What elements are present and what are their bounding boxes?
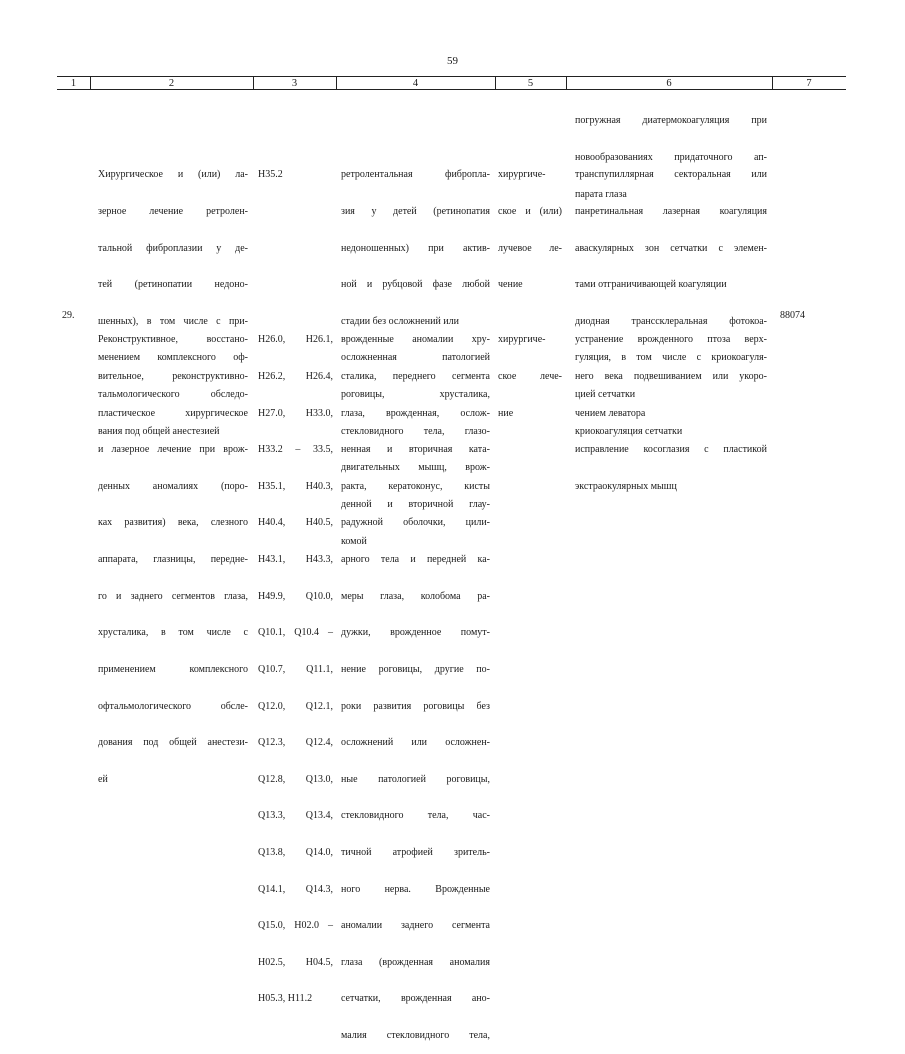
text-line: Q13.8, Q14.0, (258, 846, 333, 858)
text-line: аваскулярных зон сетчатки с элемен- (575, 242, 767, 254)
text-line: ракта, кератоконус, кисты (341, 480, 490, 492)
text-line: H05.3, H11.2 (258, 993, 313, 1005)
text-line: глаза, врожденная, ослож- (341, 407, 490, 419)
text-line: офтальмологического обсле- (98, 700, 248, 712)
text-line: Q14.1, Q14.3, (258, 883, 333, 895)
column-number-6: 6 (666, 78, 672, 89)
text-line: ское лече- (498, 371, 562, 383)
text-line: ние (498, 407, 514, 419)
text-line: Q12.8, Q13.0, (258, 773, 333, 785)
text-line: H26.2, H26.4, (258, 371, 333, 383)
text-line: нение роговицы, другие по- (341, 663, 490, 675)
text-line: арного тела и передней ка- (341, 554, 490, 566)
text-line: тичной атрофией зритель- (341, 846, 490, 858)
text-line: H40.4, H40.5, (258, 517, 333, 529)
row-29-name-cell (98, 310, 248, 798)
text-line: ках развития) века, слезного (98, 517, 248, 529)
text-line: исправление косоглазия с пластикой (575, 444, 767, 456)
text-line: малия стекловидного тела, (341, 1029, 490, 1041)
text-line: денных аномалиях (поро- (98, 480, 248, 492)
text-line: шенных), в том числе с при- (98, 315, 248, 327)
text-line: новообразованиях придаточного ап- (575, 152, 767, 164)
text-line: роговицы, хрусталика, (341, 389, 490, 401)
text-line: H49.9, Q10.0, (258, 590, 333, 602)
text-line: зия у детей (ретинопатия (341, 206, 490, 218)
text-line: гуляция, в том числе с криокоагуля- (575, 352, 767, 364)
text-line: вительное, реконструктивно- (98, 371, 248, 383)
column-number-2: 2 (168, 78, 175, 89)
text-line: тальмологического обследо- (98, 389, 248, 401)
text-line: Q12.3, Q12.4, (258, 737, 333, 749)
text-line: транспупиллярная секторальная или (575, 169, 767, 181)
text-line: меры глаза, колобома ра- (341, 590, 490, 602)
text-line: парата глаза (575, 188, 627, 200)
text-line: недоношенных) при актив- (341, 242, 490, 254)
text-line: устранение врожденного птоза верх- (575, 334, 767, 346)
text-line: лучевое ле- (498, 242, 562, 254)
text-line: дования под общей анестези- (98, 737, 248, 749)
text-line: Q13.3, Q13.4, (258, 810, 333, 822)
row-29-treatment-cell (498, 310, 562, 432)
row-29-method-cell (575, 310, 767, 505)
text-line: цией сетчатки (575, 389, 636, 401)
text-line: комой (341, 535, 367, 547)
text-line: Q15.0, H02.0 – (258, 920, 333, 932)
text-line: H33.2 – 33.5, (258, 444, 333, 456)
text-line: ретролентальная фибропла- (341, 169, 490, 181)
text-line: него века подвешиванием или укоро- (575, 371, 767, 383)
text-line: тальной фиброплазии у де- (98, 242, 248, 254)
text-line: хрусталика, в том числе с (98, 627, 248, 639)
row-a-codes-cell (258, 145, 333, 194)
row-29-number-cell: 29. (62, 310, 75, 321)
text-line: врожденные аномалии хру- (341, 334, 490, 346)
row-29-cost-cell: 88074 (780, 310, 805, 321)
text-line: ной и рубцовой фазе любой (341, 279, 490, 291)
row-29-codes-cell (258, 310, 333, 1018)
text-line: стекловидного тела, час- (341, 810, 490, 822)
text-line: H35.2 (258, 169, 283, 181)
text-line: H26.0, H26.1, (258, 334, 333, 346)
column-number-4: 4 (412, 78, 419, 89)
column-number-7: 7 (806, 78, 812, 89)
text-line: Q10.1, Q10.4 – (258, 627, 333, 639)
text-line: Q10.7, Q11.1, (258, 663, 333, 675)
text-line: аппарата, глазницы, передне- (98, 554, 248, 566)
text-line: пластическое хирургическое (98, 407, 248, 419)
text-line: дужки, врожденное помут- (341, 627, 490, 639)
column-number-3: 3 (291, 78, 298, 89)
text-line: хирургиче- (498, 334, 546, 346)
text-line: погружная диатермокоагуляция при (575, 115, 767, 127)
text-line: H27.0, H33.0, (258, 407, 333, 419)
text-line: стадии без осложнений или (341, 315, 460, 327)
header-bottom-rule (57, 89, 846, 90)
row-a-treatment-cell (498, 145, 562, 304)
header-top-rule (57, 76, 846, 77)
text-line: H43.1, H43.3, (258, 554, 333, 566)
text-line: радужной оболочки, цили- (341, 517, 490, 529)
text-line: менением комплексного оф- (98, 352, 248, 364)
text-line: стекловидного тела, глазо- (341, 425, 490, 437)
text-line: Хирургическое и (или) ла- (98, 169, 248, 181)
page-number: 59 (447, 55, 458, 67)
column-number-1: 1 (70, 78, 77, 89)
text-line: H35.1, H40.3, (258, 480, 333, 492)
text-line: Q12.0, Q12.1, (258, 700, 333, 712)
row-29-model-cell (341, 310, 490, 1054)
text-line: чение (498, 279, 523, 291)
text-line: чением леватора (575, 407, 646, 419)
text-line: глаза (врожденная аномалия (341, 956, 490, 968)
text-line: применением комплексного (98, 663, 248, 675)
text-line: H02.5, H04.5, (258, 956, 333, 968)
column-number-5: 5 (527, 78, 534, 89)
text-line: двигательных мышц, врож- (341, 462, 490, 474)
text-line: осложненная патологией (341, 352, 490, 364)
text-line: денной и вторичной глау- (341, 498, 490, 510)
text-line: ные патологией роговицы, (341, 773, 490, 785)
text-line: диодная транссклеральная фотокоа- (575, 315, 767, 327)
text-line: ей (98, 773, 108, 785)
text-line: сетчатки, врожденная ано- (341, 993, 490, 1005)
text-line: го и заднего сегментов глаза, (98, 590, 248, 602)
text-line: криокоагуляция сетчатки (575, 425, 683, 437)
text-line: ненная и вторичная ката- (341, 444, 490, 456)
text-line: ское и (или) (498, 206, 562, 218)
text-line: зерное лечение ретролен- (98, 206, 248, 218)
text-line: панретинальная лазерная коагуляция (575, 206, 767, 218)
text-line: экстраокулярных мышц (575, 480, 677, 492)
text-line: ного нерва. Врожденные (341, 883, 490, 895)
text-line: тей (ретинопатии недоно- (98, 279, 248, 291)
text-line: осложнений или осложнен- (341, 737, 490, 749)
text-line: сталика, переднего сегмента (341, 371, 490, 383)
text-line: и лазерное лечение при врож- (98, 444, 248, 456)
text-line: хирургиче- (498, 169, 546, 181)
text-line: Реконструктивное, восстано- (98, 334, 248, 346)
text-line: тами отграничивающей коагуляции (575, 279, 727, 291)
text-line: роки развития роговицы без (341, 700, 490, 712)
text-line: аномалии заднего сегмента (341, 920, 490, 932)
text-line: вания под общей анестезией (98, 425, 220, 437)
